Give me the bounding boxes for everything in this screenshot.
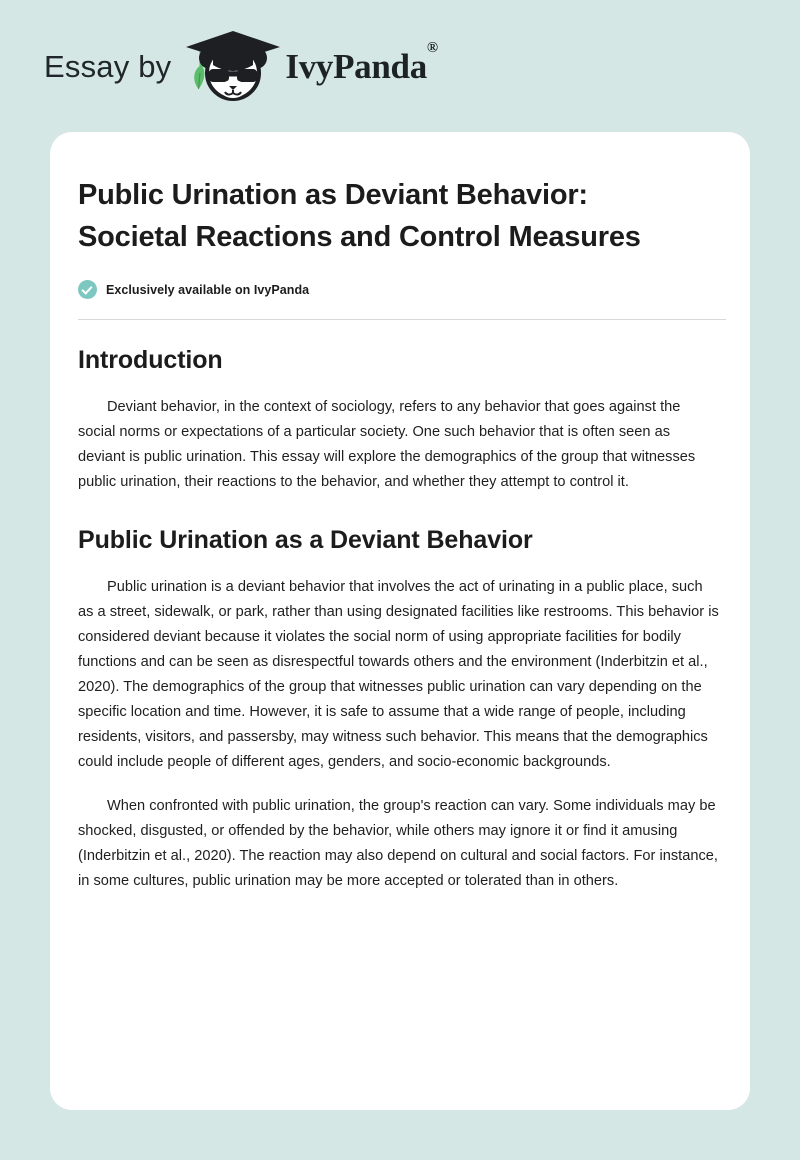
title-divider xyxy=(78,319,726,320)
paragraph: When confronted with public urination, the group's reaction can vary. Some individuals may be shocked, disgusted, or offended by the behavior, while others may ignore it or find it amusing (Inderbitzin et al., 2020). The reaction may also depend on cultural and social factors. For instance, in some cultures, public urination may be more accepted or tolerated than in others. xyxy=(78,797,718,889)
exclusivity-badge xyxy=(78,280,720,299)
status-badge: Exclusively available on IvyPanda xyxy=(106,282,310,297)
essay-by-label: Essay by xyxy=(44,48,172,84)
registered-trademark-icon: ® xyxy=(426,40,438,57)
check-circle-icon xyxy=(78,280,97,299)
brand-lockup[interactable] xyxy=(44,29,438,103)
paragraph: Public urination is a deviant behavior that involves the act of urinating in a public place, such as a street, sidewalk, or park, rather than using designated facilities like restrooms. This behavior is considered deviant because it violates the social norm of using appropriate facilities for bodily functions and can be seen as disrespectful towards others and the environment (Inderbitzin et al., 2020). The demographics of the group that witnesses public urination can vary depending on the specific location and time. However, it is safe to assume that a wide range of people, including residents, visitors, and passersby, may witness such behavior. This means that the demographics could include people of different ages, genders, and socio-economic backgrounds. xyxy=(78,578,719,770)
document-card xyxy=(50,132,750,1110)
section-heading-public-urination-as-a-deviant-behavior: Public Urination as a Deviant Behavior xyxy=(78,525,533,554)
panda-graduate-logo-icon xyxy=(179,29,287,103)
brand-wordmark xyxy=(285,40,438,86)
brand-header xyxy=(0,0,800,132)
brand-name-text: IvyPanda xyxy=(285,46,427,86)
page-title: Public Urination as Deviant Behavior: Societal Reactions and Control Measures xyxy=(78,179,641,253)
paragraph: Deviant behavior, in the context of sociology, refers to any behavior that goes against the social norms or expectations of a particular society. One such behavior that is often seen as deviant is public urination. This essay will explore the demographics of the group that witnesses public urination, their reactions to the behavior, and whether they attempt to control it. xyxy=(78,398,696,490)
section-heading-introduction: Introduction xyxy=(78,346,223,374)
